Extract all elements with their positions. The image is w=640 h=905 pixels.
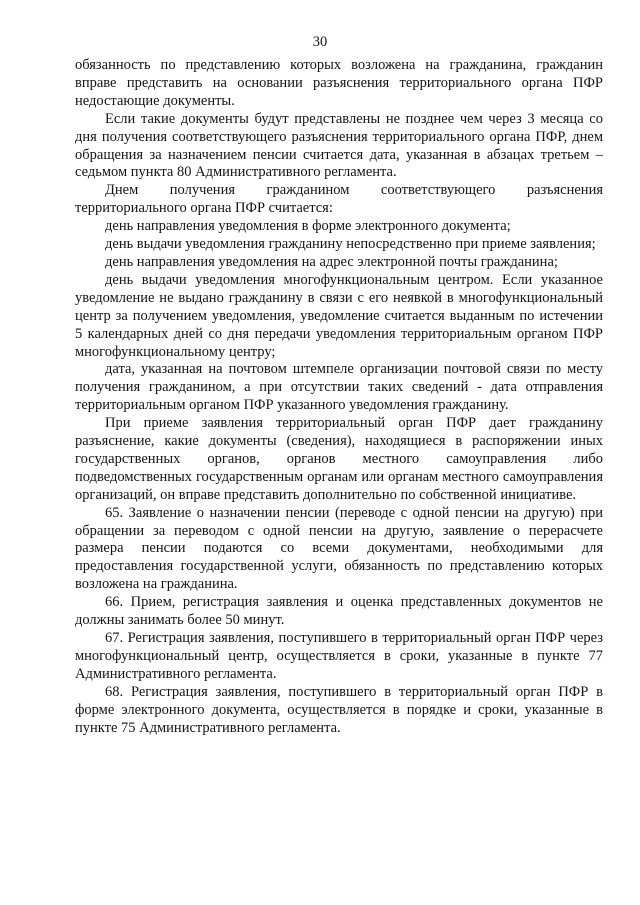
paragraph-68: 68. Регистрация заявления, поступившего в территориальный орган ПФР в форме электронного документа, осуществляется в порядке и сроки, указанные в пункте 75 Административного регламента. bbox=[75, 683, 603, 736]
paragraph: день направления уведомления на адрес электронной почты гражданина; bbox=[105, 253, 558, 270]
paragraph: день направления уведомления в форме электронного документа; bbox=[105, 218, 511, 235]
paragraph: дата, указанная на почтовом штемпеле организации почтовой связи по месту получения гражданином, а при отсутствии таких сведений - дата отправления территориальным органом ПФР указанного уведомления гражданину. bbox=[75, 361, 603, 414]
paragraph: день выдачи уведомления гражданину непосредственно при приеме заявления; bbox=[105, 236, 596, 253]
paragraph: При приеме заявления территориальный орган ПФР дает гражданину разъяснение, какие документы (сведения), находящиеся в распоряжении иных государственных органов, органов местного самоуправления либо подведомственных государственным органам или органам местного самоуправления организаций, он вправе представить дополнительно по собственной инициативе. bbox=[75, 415, 603, 503]
document-body bbox=[75, 57, 603, 737]
paragraph-65: 65. Заявление о назначении пенсии (переводе с одной пенсии на другую) при обращении за переводом с одной пенсии на другую, заявление о перерасчете размера пенсии подаются со всеми документами, необходимыми для предоставления государственной услуги, обязанность по представлению которых возложена на гражданина. bbox=[75, 504, 603, 593]
paragraph-67: 67. Регистрация заявления, поступившего в территориальный орган ПФР через многофункциональный центр, осуществляется в сроки, указанные в пункте 77 Административного регламента. bbox=[75, 630, 603, 682]
paragraph-66: 66. Прием, регистрация заявления и оценка представленных документов не должны занимать более 50 минут. bbox=[75, 594, 603, 629]
paragraph: Днем получения гражданином соответствующего разъяснения территориального органа ПФР считается: bbox=[75, 182, 603, 217]
paragraph: день выдачи уведомления многофункциональным центром. Если указанное уведомление не выдано гражданину в связи с его неявкой в многофункциональный центр за получением уведомления, уведомление считается выданным по истечении 5 календарных дней со дня передачи уведомления территориальным органом ПФР многофункциональному центру; bbox=[75, 271, 603, 360]
paragraph: Если такие документы будут представлены не позднее чем через 3 месяца со дня получения соответствующего разъяснения территориального органа ПФР, днем обращения за назначением пенсии считается дата, указанная в абзацах третьем – седьмом пункта 80 Административного регламента. bbox=[75, 110, 603, 181]
page-number: 30 bbox=[312, 34, 328, 50]
paragraph: обязанность по представлению которых возложена на гражданина, гражданин вправе представить на основании разъяснения территориального органа ПФР недостающие документы. bbox=[75, 57, 603, 109]
